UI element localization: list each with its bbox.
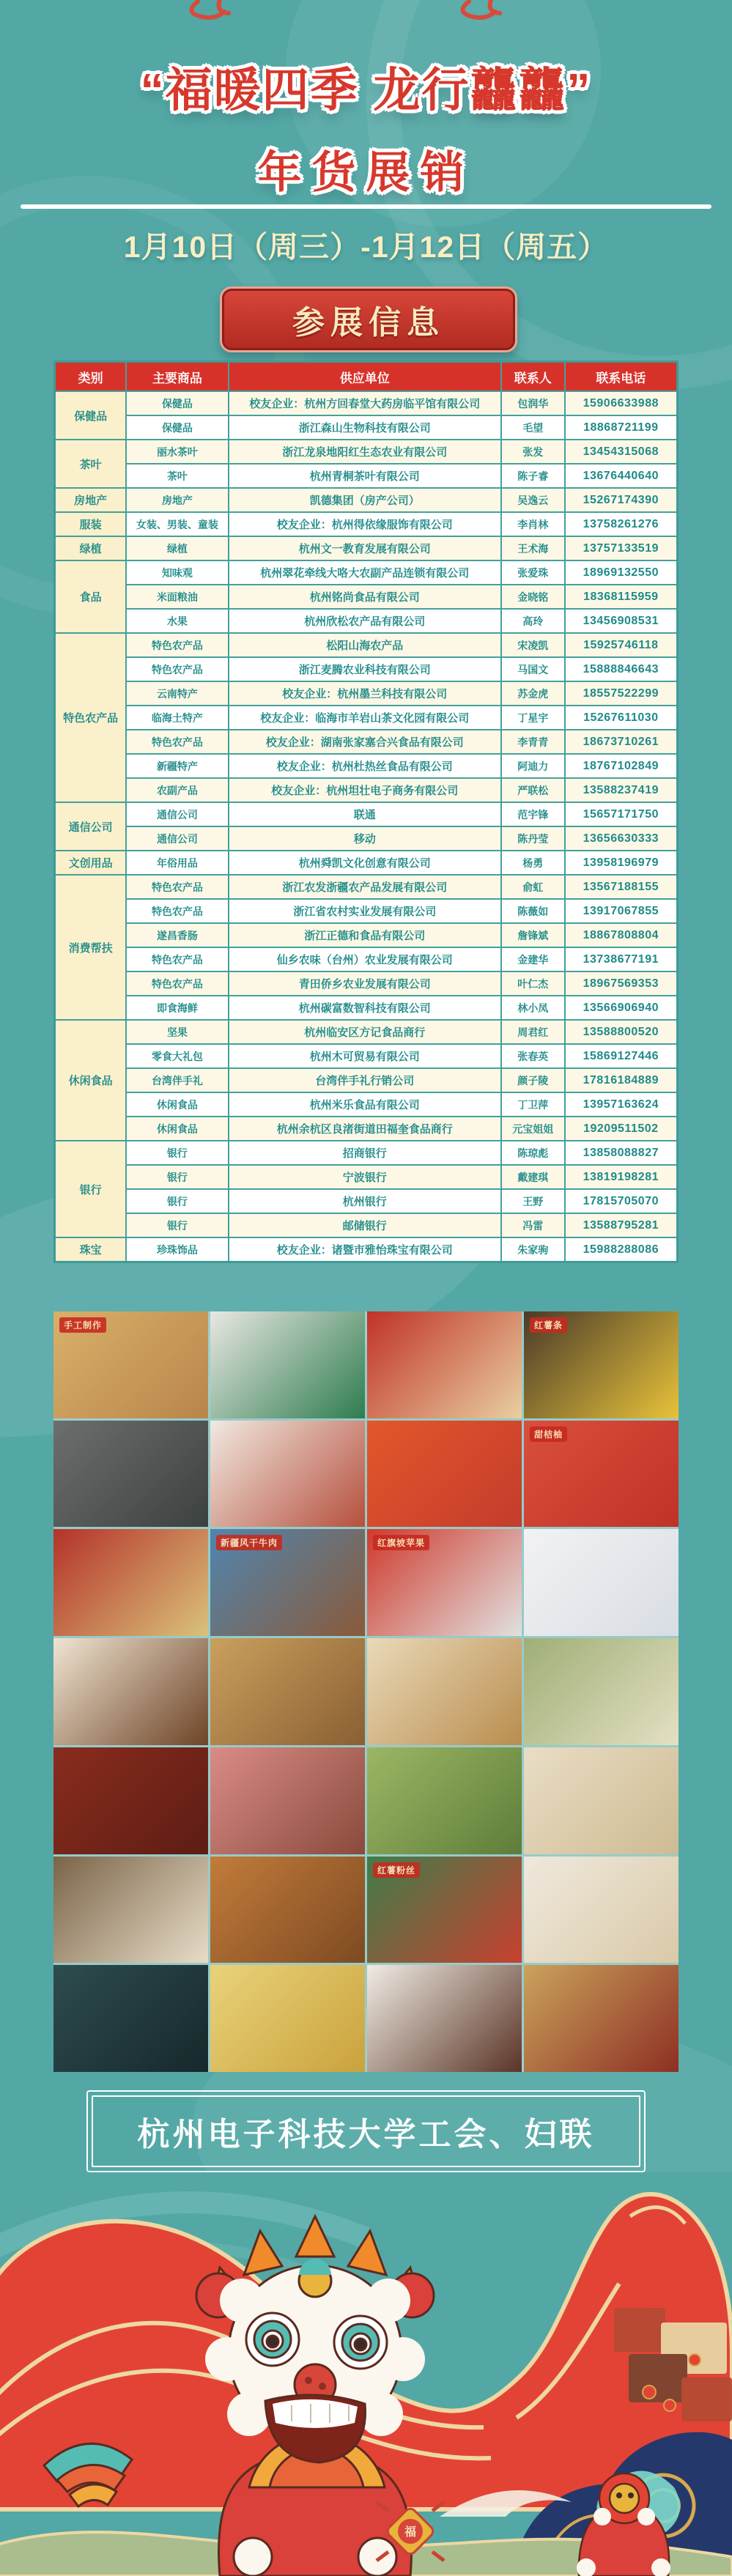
contact-cell: 吴逸云 <box>501 488 565 512</box>
category-cell: 绿植 <box>55 536 127 560</box>
contact-cell: 金建华 <box>501 947 565 971</box>
supplier-cell: 移动 <box>229 826 501 851</box>
phone-cell: 17816184889 <box>565 1068 678 1092</box>
supplier-cell: 校友企业：临海市羊岩山茶文化园有限公司 <box>229 706 501 730</box>
table-row <box>55 826 678 851</box>
svg-text:福: 福 <box>404 2526 417 2539</box>
divider-line <box>21 204 711 209</box>
table-row <box>55 1189 678 1213</box>
supplier-cell: 台湾伴手礼行销公司 <box>229 1068 501 1092</box>
product-photo-apple-gift-box <box>367 1529 522 1636</box>
product-cell: 保健品 <box>126 391 228 415</box>
table-row <box>55 875 678 899</box>
product-photo-silk-noodle-threads <box>53 1421 208 1528</box>
phone-cell: 15988288086 <box>565 1237 678 1262</box>
category-cell: 服装 <box>55 512 127 536</box>
contact-cell: 朱家驹 <box>501 1237 565 1262</box>
photo-collage <box>53 1311 679 2072</box>
supplier-cell: 杭州木可贸易有限公司 <box>229 1044 501 1068</box>
contact-cell: 丁卫萍 <box>501 1092 565 1117</box>
phone-cell: 13958196979 <box>565 851 678 875</box>
contact-cell: 苏金虎 <box>501 681 565 706</box>
supplier-cell: 浙江农发浙疆农产品发展有限公司 <box>229 875 501 899</box>
photo-badge: 红薯粉丝 <box>373 1862 420 1878</box>
table-row <box>55 1044 678 1068</box>
organizer-box-inner <box>92 2095 640 2167</box>
contact-cell: 元宝姐姐 <box>501 1117 565 1141</box>
contact-cell: 张春英 <box>501 1044 565 1068</box>
supplier-cell: 杭州欣松农产品有限公司 <box>229 609 501 633</box>
product-cell: 房地产 <box>126 488 228 512</box>
phone-cell: 18969132550 <box>565 560 678 585</box>
product-cell: 保健品 <box>126 415 228 440</box>
table-row <box>55 947 678 971</box>
phone-cell: 15657171750 <box>565 802 678 826</box>
contact-cell: 张发 <box>501 440 565 464</box>
product-cell: 云南特产 <box>126 681 228 706</box>
exhibitor-table-body <box>55 391 678 1262</box>
supplier-cell: 杭州文一教育发展有限公司 <box>229 536 501 560</box>
phone-cell: 17815705070 <box>565 1189 678 1213</box>
contact-cell: 冯雷 <box>501 1213 565 1237</box>
product-photo-green-tea-tin-box <box>210 1311 365 1418</box>
product-photo-green-pears <box>367 1747 522 1854</box>
supplier-cell: 杭州米乐食品有限公司 <box>229 1092 501 1117</box>
supplier-cell: 浙江省农村实业发展有限公司 <box>229 899 501 923</box>
contact-cell: 詹锋斌 <box>501 923 565 947</box>
phone-cell: 18368115959 <box>565 585 678 609</box>
table-row <box>55 730 678 754</box>
phone-cell: 18767102849 <box>565 754 678 778</box>
phone-cell: 18868721199 <box>565 415 678 440</box>
supplier-cell: 招商银行 <box>229 1141 501 1165</box>
product-photo-baked-buns-basket <box>210 1638 365 1745</box>
product-cell: 银行 <box>126 1213 228 1237</box>
phone-cell: 13588795281 <box>565 1213 678 1237</box>
supplier-cell: 松阳山海农产品 <box>229 633 501 657</box>
product-cell: 米面粮油 <box>126 585 228 609</box>
phone-cell: 15267611030 <box>565 706 678 730</box>
product-cell: 银行 <box>126 1141 228 1165</box>
product-cell: 绿植 <box>126 536 228 560</box>
phone-cell: 13588800520 <box>565 1020 678 1044</box>
supplier-cell: 宁波银行 <box>229 1165 501 1189</box>
supplier-cell: 杭州青桐茶叶有限公司 <box>229 464 501 488</box>
category-cell: 茶叶 <box>55 440 127 488</box>
product-cell: 水果 <box>126 609 228 633</box>
product-cell: 遂昌香肠 <box>126 923 228 947</box>
contact-cell: 阿迪力 <box>501 754 565 778</box>
column-header: 联系电话 <box>565 362 678 392</box>
contact-cell: 陈薇如 <box>501 899 565 923</box>
product-photo-sweet-potato-vermicelli-box <box>367 1857 522 1964</box>
phone-cell: 13566906940 <box>565 996 678 1020</box>
organizer-text: 杭州电子科技大学工会、妇联 <box>137 2117 595 2153</box>
product-photo-orange-fortune-gift-boxes <box>367 1421 522 1528</box>
product-photo-pearl-necklace <box>524 1529 679 1636</box>
phone-cell: 13819198281 <box>565 1165 678 1189</box>
exhibit-info-button[interactable] <box>220 286 517 352</box>
table-row <box>55 512 678 536</box>
contact-cell: 包润华 <box>501 391 565 415</box>
supplier-cell: 杭州银行 <box>229 1189 501 1213</box>
table-row <box>55 391 678 415</box>
table-row <box>55 560 678 585</box>
product-cell: 通信公司 <box>126 826 228 851</box>
product-cell: 即食海鲜 <box>126 996 228 1020</box>
supplier-cell: 杭州碳富数智科技有限公司 <box>229 996 501 1020</box>
contact-cell: 林小凤 <box>501 996 565 1020</box>
contact-cell: 杨勇 <box>501 851 565 875</box>
table-row <box>55 899 678 923</box>
table-row <box>55 1092 678 1117</box>
product-cell: 坚果 <box>126 1020 228 1044</box>
product-cell: 零食大礼包 <box>126 1044 228 1068</box>
contact-cell: 丁星宇 <box>501 706 565 730</box>
category-cell: 消费帮扶 <box>55 875 127 1020</box>
red-cloud-decorations <box>0 0 732 29</box>
organizer-box <box>86 2090 646 2172</box>
photo-badge: 新疆风干牛肉 <box>216 1535 282 1550</box>
contact-cell: 周君红 <box>501 1020 565 1044</box>
table-row <box>55 657 678 681</box>
table-row <box>55 488 678 512</box>
supplier-cell: 浙江麦腾农业科技有限公司 <box>229 657 501 681</box>
product-photo-sweet-pomelo-box <box>524 1421 679 1528</box>
product-cell: 银行 <box>126 1189 228 1213</box>
contact-cell: 李青青 <box>501 730 565 754</box>
product-photo-nut-candy-bars <box>367 1965 522 2072</box>
table-row <box>55 633 678 657</box>
product-photo-braised-meatballs-plate <box>53 1638 208 1745</box>
photo-badge: 甜桔柚 <box>530 1426 567 1442</box>
supplier-cell: 校友企业：杭州坦壮电子商务有限公司 <box>229 778 501 802</box>
product-photo-camellia-oil-gift-box <box>53 1529 208 1636</box>
category-cell: 食品 <box>55 560 127 633</box>
table-row <box>55 681 678 706</box>
product-cell: 茶叶 <box>126 464 228 488</box>
supplier-cell: 青田侨乡农业发展有限公司 <box>229 971 501 996</box>
product-photo-haw-cakes-plate <box>210 1421 365 1528</box>
product-photo-sesame-grain-bars <box>53 1311 208 1418</box>
table-row <box>55 754 678 778</box>
supplier-cell: 联通 <box>229 802 501 826</box>
table-row <box>55 1117 678 1141</box>
product-cell: 台湾伴手礼 <box>126 1068 228 1092</box>
phone-cell: 13656630333 <box>565 826 678 851</box>
column-header: 主要商品 <box>126 362 228 392</box>
supplier-cell: 校友企业：杭州方回春堂大药房临平馆有限公司 <box>229 391 501 415</box>
table-row <box>55 996 678 1020</box>
supplier-cell: 校友企业：诸暨市雅怡珠宝有限公司 <box>229 1237 501 1262</box>
product-cell: 临海土特产 <box>126 706 228 730</box>
product-photo-liquor-gift-set <box>53 1965 208 2072</box>
contact-cell: 金晓铭 <box>501 585 565 609</box>
contact-cell: 张爱珠 <box>501 560 565 585</box>
product-cell: 休闲食品 <box>126 1117 228 1141</box>
phone-cell: 18867808804 <box>565 923 678 947</box>
bottom-illustration <box>0 2172 732 2576</box>
product-cell: 年俗用品 <box>126 851 228 875</box>
category-cell: 珠宝 <box>55 1237 127 1262</box>
product-photo-white-cut-chicken <box>367 1638 522 1745</box>
product-photo-beef-jerky-box <box>210 1529 365 1636</box>
product-photo-sausage-slices-bowl <box>210 1747 365 1854</box>
photo-badge: 红薯条 <box>530 1317 567 1333</box>
product-photo-pineapple-cakes-box <box>210 1965 365 2072</box>
supplier-cell: 杭州翠花牵线大咯大农副产品连锁有限公司 <box>229 560 501 585</box>
contact-cell: 陈丹莹 <box>501 826 565 851</box>
table-header-row <box>55 362 678 392</box>
table-row <box>55 778 678 802</box>
table-row <box>55 1141 678 1165</box>
table-row <box>55 706 678 730</box>
category-cell: 特色农产品 <box>55 633 127 802</box>
contact-cell: 高玲 <box>501 609 565 633</box>
contact-cell: 李肖林 <box>501 512 565 536</box>
contact-cell: 陈子睿 <box>501 464 565 488</box>
supplier-cell: 浙江正德和食品有限公司 <box>229 923 501 947</box>
exhibitor-table-wrap <box>53 360 679 1263</box>
contact-cell: 马国文 <box>501 657 565 681</box>
contact-cell: 陈琼彪 <box>501 1141 565 1165</box>
poster-title-line2: 年货展销 <box>257 148 475 197</box>
contact-cell: 颜子陵 <box>501 1068 565 1092</box>
photo-badge: 红旗坡苹果 <box>373 1535 429 1550</box>
supplier-cell: 凯德集团（房产公司） <box>229 488 501 512</box>
table-row <box>55 1068 678 1092</box>
phone-cell: 15925746118 <box>565 633 678 657</box>
table-row <box>55 851 678 875</box>
supplier-cell: 浙江龙泉地阳红生态农业有限公司 <box>229 440 501 464</box>
table-row <box>55 464 678 488</box>
phone-cell: 13567188155 <box>565 875 678 899</box>
supplier-cell: 邮储银行 <box>229 1213 501 1237</box>
table-row <box>55 440 678 464</box>
category-cell: 文创用品 <box>55 851 127 875</box>
product-photo-sausage-gift-trays <box>524 1965 679 2072</box>
phone-cell: 13588237419 <box>565 778 678 802</box>
table-row <box>55 415 678 440</box>
supplier-cell: 校友企业：湖南张家塞合兴食品有限公司 <box>229 730 501 754</box>
table-row <box>55 1165 678 1189</box>
product-cell: 知味观 <box>126 560 228 585</box>
product-cell: 特色农产品 <box>126 899 228 923</box>
category-cell: 银行 <box>55 1141 127 1237</box>
product-photo-roast-pork-ribs <box>53 1747 208 1854</box>
supplier-cell: 杭州临安区方记食品商行 <box>229 1020 501 1044</box>
product-cell: 特色农产品 <box>126 875 228 899</box>
poster-title-line1: “福暖四季 龙行龘龘” <box>140 64 592 116</box>
product-cell: 银行 <box>126 1165 228 1189</box>
phone-cell: 13738677191 <box>565 947 678 971</box>
phone-cell: 15869127446 <box>565 1044 678 1068</box>
product-cell: 特色农产品 <box>126 657 228 681</box>
supplier-cell: 杭州舜凯文化创意有限公司 <box>229 851 501 875</box>
product-cell: 珍珠饰品 <box>126 1237 228 1262</box>
category-cell: 保健品 <box>55 391 127 440</box>
table-row <box>55 536 678 560</box>
supplier-cell: 校友企业：杭州墨兰科技有限公司 <box>229 681 501 706</box>
contact-cell: 戴建琪 <box>501 1165 565 1189</box>
table-row <box>55 1237 678 1262</box>
phone-cell: 18967569353 <box>565 971 678 996</box>
phone-cell: 13758261276 <box>565 512 678 536</box>
phone-cell: 18557522299 <box>565 681 678 706</box>
contact-cell: 范宇锋 <box>501 802 565 826</box>
phone-cell: 15906633988 <box>565 391 678 415</box>
exhibit-info-button-label: 参展信息 <box>292 305 445 341</box>
supplier-cell: 浙江森山生物科技有限公司 <box>229 415 501 440</box>
product-cell: 农副产品 <box>126 778 228 802</box>
phone-cell: 15267174390 <box>565 488 678 512</box>
product-cell: 特色农产品 <box>126 947 228 971</box>
phone-cell: 13757133519 <box>565 536 678 560</box>
phone-cell: 13456908531 <box>565 609 678 633</box>
product-cell: 特色农产品 <box>126 971 228 996</box>
contact-cell: 俞虹 <box>501 875 565 899</box>
supplier-cell: 校友企业：杭州杜热丝食品有限公司 <box>229 754 501 778</box>
product-photo-red-dunhuang-gift-box <box>367 1311 522 1418</box>
table-row <box>55 802 678 826</box>
product-photo-rice-basket <box>524 1747 679 1854</box>
product-cell: 丽水茶叶 <box>126 440 228 464</box>
product-cell: 通信公司 <box>126 802 228 826</box>
table-row <box>55 609 678 633</box>
table-row <box>55 923 678 947</box>
contact-cell: 王术海 <box>501 536 565 560</box>
supplier-cell: 杭州余杭区良渚街道田福奎食品商行 <box>229 1117 501 1141</box>
contact-cell: 毛望 <box>501 415 565 440</box>
category-cell: 通信公司 <box>55 802 127 851</box>
product-photo-honeycomb-honey-box <box>524 1857 679 1964</box>
product-photo-sweet-potato-strips-basket <box>524 1311 679 1418</box>
table-row <box>55 971 678 996</box>
table-row <box>55 585 678 609</box>
supplier-cell: 杭州铭尚食品有限公司 <box>229 585 501 609</box>
product-cell: 休闲食品 <box>126 1092 228 1117</box>
contact-cell: 宋凌凯 <box>501 633 565 657</box>
exhibitor-table <box>53 360 679 1263</box>
category-cell: 房地产 <box>55 488 127 512</box>
product-cell: 女装、男装、童装 <box>126 512 228 536</box>
product-photo-walnuts <box>210 1857 365 1964</box>
contact-cell: 严联松 <box>501 778 565 802</box>
phone-cell: 13957163624 <box>565 1092 678 1117</box>
supplier-cell: 仙乡农味（台州）农业发展有限公司 <box>229 947 501 971</box>
phone-cell: 13454315068 <box>565 440 678 464</box>
phone-cell: 15888846643 <box>565 657 678 681</box>
phone-cell: 19209511502 <box>565 1117 678 1141</box>
table-row <box>55 1020 678 1044</box>
photo-badge: 手工制作 <box>59 1317 106 1333</box>
product-photo-camellia-oil-products <box>524 1638 679 1745</box>
phone-cell: 13676440640 <box>565 464 678 488</box>
product-cell: 新疆特产 <box>126 754 228 778</box>
phone-cell: 13858088827 <box>565 1141 678 1165</box>
product-photo-eggs-in-nest <box>53 1857 208 1964</box>
table-row <box>55 1213 678 1237</box>
contact-cell: 叶仁杰 <box>501 971 565 996</box>
phone-cell: 18673710261 <box>565 730 678 754</box>
category-cell: 休闲食品 <box>55 1020 127 1141</box>
phone-cell: 13917067855 <box>565 899 678 923</box>
product-cell: 特色农产品 <box>126 730 228 754</box>
event-date: 1月10日（周三）-1月12日（周五） <box>123 230 609 264</box>
column-header: 联系人 <box>501 362 565 392</box>
contact-cell: 王野 <box>501 1189 565 1213</box>
product-cell: 特色农产品 <box>126 633 228 657</box>
column-header: 类别 <box>55 362 127 392</box>
column-header: 供应单位 <box>229 362 501 392</box>
supplier-cell: 校友企业：杭州得依缘服饰有限公司 <box>229 512 501 536</box>
